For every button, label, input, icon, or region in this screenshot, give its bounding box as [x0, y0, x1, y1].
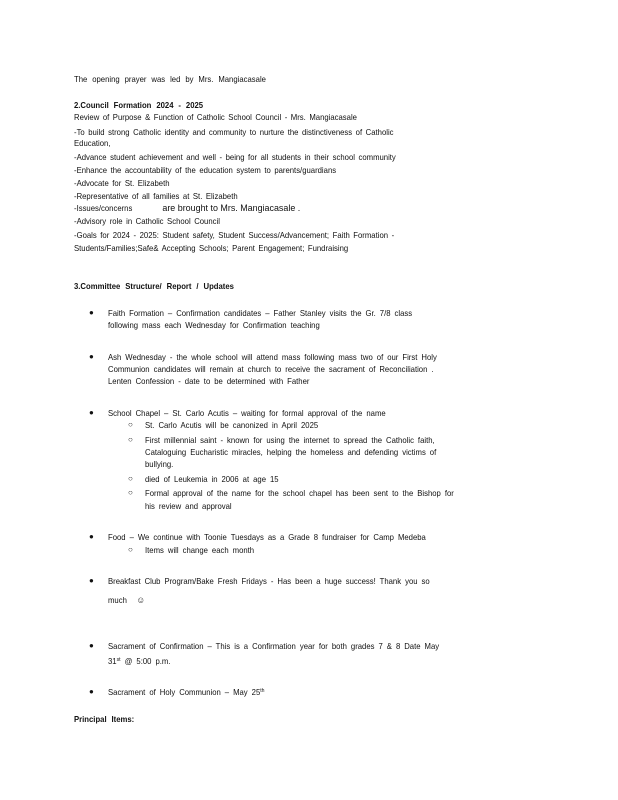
- council-line: -Enhance the accountability of the education system to parents/guardians: [74, 165, 337, 175]
- faith-formation-line: following mass each Wednesday for Confirmation teaching: [108, 320, 320, 330]
- communion-text: Sacrament of Holy Communion – May 25: [108, 687, 261, 697]
- principal-items-heading: Principal Items:: [74, 714, 135, 724]
- council-line: -Advocate for St. Elizabeth: [74, 178, 170, 188]
- bullet-icon: ●: [89, 532, 94, 541]
- issues-suffix: are brought to Mrs. Mangiacasale .: [162, 203, 301, 214]
- ash-wednesday-line: Communion candidates will remain at church to receive the sacrament of Reconciliation .: [108, 364, 434, 374]
- breakfast-club-line: Breakfast Club Program/Bake Fresh Fridays - Has been a huge success! Thank you so: [108, 576, 430, 586]
- committee-heading: 3.Committee Structure/ Report / Updates: [74, 281, 234, 291]
- council-line: -Representative of all families at St. Elizabeth: [74, 191, 238, 201]
- breakfast-much-text: much: [108, 595, 127, 605]
- chapel-sub-line: St. Carlo Acutis will be canonized in April 2025: [145, 420, 319, 430]
- sub-bullet-icon: ○: [128, 474, 133, 483]
- smiley-icon: ☺: [136, 595, 146, 605]
- faith-formation-line: Faith Formation – Confirmation candidates – Father Stanley visits the Gr. 7/8 class: [108, 308, 413, 318]
- council-heading: 2.Council Formation 2024 - 2025: [74, 100, 204, 110]
- bullet-icon: ●: [89, 352, 94, 361]
- food-sub-line: Items will change each month: [145, 545, 255, 555]
- council-line: Education,: [74, 138, 111, 148]
- confirmation-date-line: [108, 656, 170, 667]
- bullet-icon: ●: [89, 576, 94, 585]
- sub-bullet-icon: ○: [128, 488, 133, 497]
- chapel-sub-line: bullying.: [145, 459, 174, 469]
- bullet-icon: ●: [89, 687, 94, 696]
- bullet-icon: ●: [89, 308, 94, 317]
- chapel-sub-line: his review and approval: [145, 501, 232, 511]
- sub-bullet-icon: ○: [128, 420, 133, 429]
- council-line-issues: [74, 203, 300, 214]
- council-line: -To build strong Catholic identity and community to nurture the distinctiveness of Catholic: [74, 127, 394, 137]
- bullet-icon: ●: [89, 641, 94, 650]
- chapel-sub-line: Cataloguing Eucharistic miracles, helping the homeless and defending victims of: [145, 447, 437, 457]
- confirmation-date-day: 31: [108, 656, 117, 666]
- bullet-icon: ●: [89, 408, 94, 417]
- chapel-sub-line: died of Leukemia in 2006 at age 15: [145, 474, 279, 484]
- council-line: Students/Families;Safe& Accepting Schools; Parent Engagement; Fundraising: [74, 243, 349, 253]
- food-line: Food – We continue with Toonie Tuesdays as a Grade 8 fundraiser for Camp Medeba: [108, 532, 426, 542]
- confirmation-date-suffix: st: [116, 657, 121, 663]
- school-chapel-line: School Chapel – St. Carlo Acutis – waiting for formal approval of the name: [108, 408, 386, 418]
- confirmation-line: Sacrament of Confirmation – This is a Confirmation year for both grades 7 & 8 Date May: [108, 641, 440, 651]
- breakfast-club-line-2: [108, 595, 145, 606]
- sub-bullet-icon: ○: [128, 435, 133, 444]
- council-line: -Goals for 2024 - 2025: Student safety, Student Success/Advancement; Faith Formation -: [74, 230, 395, 240]
- opening-prayer-text: The opening prayer was led by Mrs. Mangiacasale: [74, 74, 266, 84]
- communion-line: [108, 687, 265, 698]
- issues-label: -Issues/concerns: [74, 203, 133, 213]
- ash-wednesday-line: Lenten Confession - date to be determined with Father: [108, 376, 310, 386]
- chapel-sub-line: First millennial saint - known for using the internet to spread the Catholic faith,: [145, 435, 435, 445]
- chapel-sub-line: Formal approval of the name for the school chapel has been sent to the Bishop for: [145, 488, 454, 498]
- confirmation-date-rest: @ 5:00 p.m.: [124, 656, 171, 666]
- ash-wednesday-line: Ash Wednesday - the whole school will attend mass following mass two of our First Holy: [108, 352, 437, 362]
- sub-bullet-icon: ○: [128, 545, 133, 554]
- communion-date-suffix: th: [260, 688, 265, 694]
- council-line: -Advance student achievement and well - being for all students in their school community: [74, 152, 396, 162]
- council-line: Review of Purpose & Function of Catholic School Council - Mrs. Mangiacasale: [74, 112, 357, 122]
- council-line: -Advisory role in Catholic School Council: [74, 216, 220, 226]
